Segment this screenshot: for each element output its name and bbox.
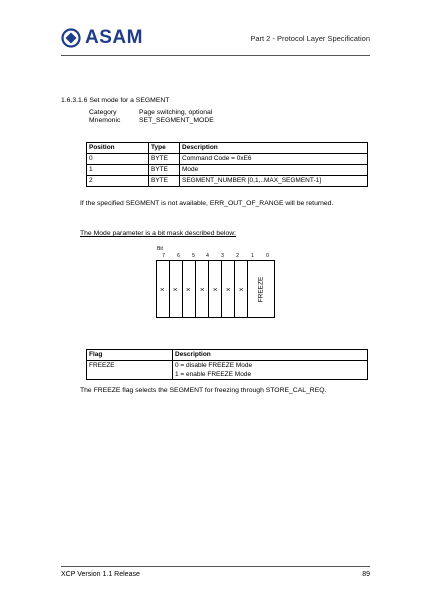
bit-value-freeze: FREEZE <box>257 276 265 302</box>
table-cell: BYTE <box>149 176 180 187</box>
table-row <box>87 176 368 187</box>
bit-value: x <box>237 287 245 291</box>
table-cell: 2 <box>87 176 149 187</box>
bit-cell <box>222 261 235 317</box>
bit-number: 4 <box>206 253 209 259</box>
bit-value: x <box>211 287 219 291</box>
bit-cell <box>196 261 209 317</box>
command-table <box>86 142 368 187</box>
mnemonic-value: SET_SEGMENT_MODE <box>139 117 214 124</box>
table-cell: BYTE <box>149 154 180 165</box>
column-header: Description <box>173 350 368 361</box>
bit-value: x <box>172 287 180 291</box>
table-cell: 0 <box>87 154 149 165</box>
table-cell: 1 <box>87 165 149 176</box>
table-row <box>87 165 368 176</box>
column-header: Type <box>149 143 180 154</box>
bit-cell <box>235 261 248 317</box>
bit-value: x <box>159 287 167 291</box>
footer-divider <box>61 566 370 567</box>
logo-text: ASAM <box>85 27 143 48</box>
category-label: Category <box>89 109 117 116</box>
footer-version: XCP Version 1.1 Release <box>61 571 140 578</box>
column-header: Flag <box>87 350 173 361</box>
bit-cell <box>170 261 183 317</box>
table-row <box>87 154 368 165</box>
bit-caption: Bit <box>157 246 163 252</box>
error-paragraph: If the specified SEGMENT is not available, ERR_OUT_OF_RANGE will be returned. <box>80 200 334 207</box>
table-cell <box>173 361 368 380</box>
table-row <box>87 361 368 380</box>
bitmask-box <box>156 260 275 318</box>
section-heading: 1.6.3.1.6 Set mode for a SEGMENT <box>61 97 170 104</box>
bit-value: x <box>224 287 232 291</box>
bit-value: x <box>185 287 193 291</box>
header-title: Part 2 - Protocol Layer Specification <box>250 34 370 43</box>
category-value: Page switching, optional <box>139 109 213 116</box>
flag-desc-line: 1 = enable FREEZE Mode <box>175 371 252 378</box>
bit-number: 2 <box>236 253 239 259</box>
table-header-row <box>87 350 368 361</box>
table-cell: BYTE <box>149 165 180 176</box>
column-header: Position <box>87 143 149 154</box>
bit-number: 0 <box>266 253 269 259</box>
asam-logo-icon <box>61 28 81 48</box>
flag-table <box>86 349 368 380</box>
bit-number: 3 <box>221 253 224 259</box>
column-header: Description <box>180 143 368 154</box>
bit-cell <box>183 261 196 317</box>
bit-number: 7 <box>162 253 165 259</box>
mnemonic-label: Mnemonic <box>89 117 121 124</box>
bit-number: 6 <box>177 253 180 259</box>
bit-cell-freeze <box>248 261 274 317</box>
freeze-paragraph: The FREEZE flag selects the SEGMENT for freezing through STORE_CAL_REQ. <box>80 387 327 394</box>
bit-cell <box>209 261 222 317</box>
bit-number: 5 <box>192 253 195 259</box>
table-header-row <box>87 143 368 154</box>
table-cell: FREEZE <box>87 361 173 380</box>
flag-desc-line: 0 = disable FREEZE Mode <box>175 362 253 369</box>
bit-cell <box>157 261 170 317</box>
bit-number: 1 <box>251 253 254 259</box>
asam-logo <box>61 28 143 48</box>
header-divider <box>61 55 370 56</box>
table-cell: SEGMENT_NUMBER [0,1,..MAX_SEGMENT-1] <box>180 176 368 187</box>
table-cell: Command Code = 0xE6 <box>180 154 368 165</box>
mode-paragraph: The Mode parameter is a bit mask described below: <box>80 230 237 237</box>
page-number: 89 <box>362 571 370 578</box>
bit-value: x <box>198 287 206 291</box>
table-cell: Mode <box>180 165 368 176</box>
